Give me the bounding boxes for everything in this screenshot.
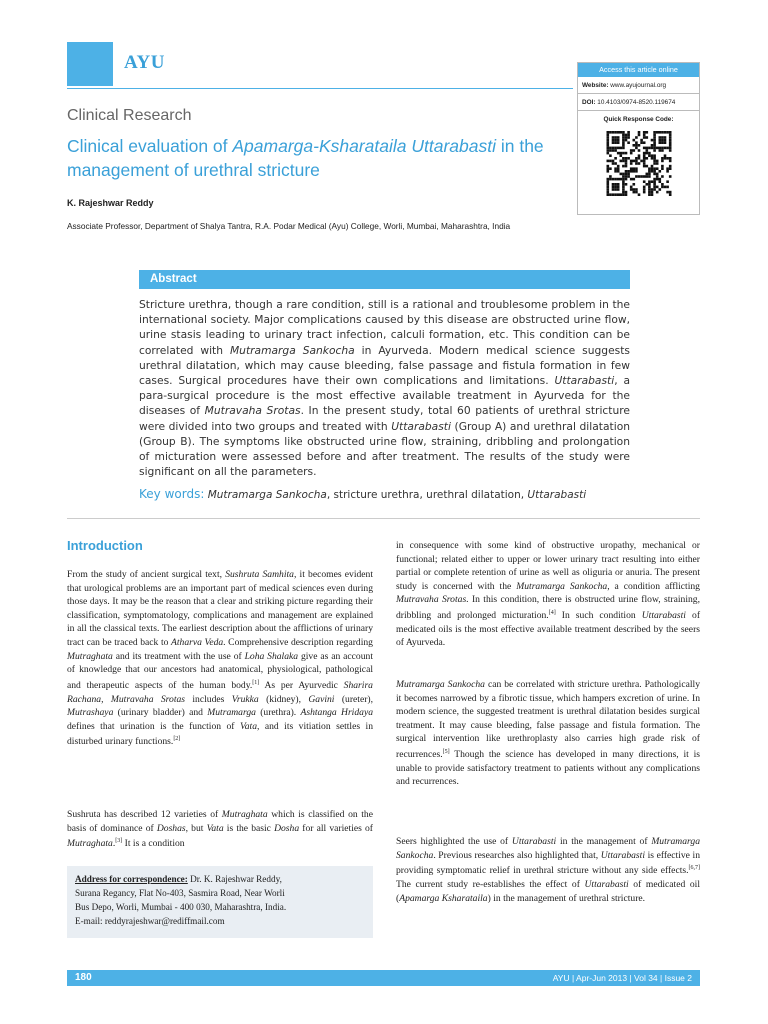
text-run: (ureter), <box>334 693 373 705</box>
text-run: is the basic <box>223 822 275 834</box>
text-run: (Group A) and urethral dilatation (Group B). The symptoms like obstructed urine flow, straining, dribbling and prolongation of micturation were assessed before and after treatment. The results of the study were significant on all the parameters. <box>139 419 631 479</box>
correspondence-email[interactable]: E-mail: reddyrajeshwar@rediffmail.com <box>75 916 225 926</box>
text-run: Though the science has developed in many directions, it is unable to provide satisfactory treatment to patients without any complications and recurrences. <box>396 749 700 788</box>
text-run: , stricture urethra, urethral dilatation, <box>326 489 528 501</box>
text-run: . In the present study, total 60 patients of urethral stricture were divided into two groups and treated with <box>139 404 630 433</box>
section-label: Clinical Research <box>67 107 192 124</box>
text-run: (kidney), <box>258 693 309 705</box>
intro-paragraph-1 <box>67 568 373 749</box>
text-run: defines that urination is the function of <box>67 720 240 732</box>
header-rule <box>67 88 573 89</box>
text-run: is effective in providing symptomatic relief in urethral stricture without any side effects. <box>396 849 700 877</box>
italic-term: Uttarabasti <box>391 419 451 433</box>
abstract-heading: Abstract <box>139 270 630 289</box>
intro-paragraph-3 <box>396 539 700 650</box>
author-name: K. Rajeshwar Reddy <box>67 198 154 208</box>
article-title <box>67 134 557 182</box>
text-run: Stricture urethra, though a rare condition, still is a rational and troublesome problem in the international society. Major complications caused by this disease are obstructed urine flow, urine stasis leading to urinary tract infection, calculi formation, etc. This condition can be correlated with <box>139 298 630 357</box>
title-italic-part: Apamarga-Ksharataila Uttarabasti <box>232 136 496 156</box>
italic-term: Uttarabasti <box>600 849 645 861</box>
text-run: , and its vitiation settles in disturbed urinary functions. <box>67 720 373 748</box>
doi-label: DOI: <box>582 99 596 106</box>
text-run: includes <box>185 693 232 705</box>
text-run: give as an account of knowledge that our ancestors had anatomical, physiological, pathological and therapeutic aspects of the human body. <box>67 650 373 691</box>
text-run: for all varieties of <box>299 822 373 834</box>
text-run: , a condition afflicting <box>607 580 700 592</box>
abstract-text <box>139 297 630 479</box>
italic-term: Mutramarga Sankocha <box>396 836 700 861</box>
italic-term: Mutraghata <box>67 838 113 850</box>
italic-term: Loha Shalaka <box>244 650 299 662</box>
citation-ref[interactable]: [5] <box>442 748 450 755</box>
text-run: which is classified on the basis of dominance of <box>67 809 373 834</box>
text-run: , a para-surgical procedure is the most effective available treatment in Ayurveda for the diseases of <box>139 374 630 418</box>
italic-term: Atharva Veda <box>171 636 224 648</box>
italic-term: Uttarabasti <box>584 878 629 890</box>
italic-term: Mutramarga <box>207 707 256 719</box>
text-run: . Comprehensive description regarding <box>223 636 373 648</box>
doi-value[interactable]: 10.4103/0974-8520.119674 <box>597 99 676 106</box>
citation-ref[interactable]: [6,7] <box>688 865 700 872</box>
keywords-line <box>139 487 630 501</box>
text-run: of medicated oils is the most effective available treatment described by the seers of Ayurveda. <box>396 610 701 649</box>
italic-term: Uttarabasti <box>527 489 587 501</box>
author-affiliation: Associate Professor, Department of Shalya Tantra, R.A. Podar Medical (Ayu) College, Worli, Mumbai, Maharashtra, India <box>67 221 511 231</box>
citation-ref[interactable]: [1] <box>252 679 260 686</box>
footer-citation: AYU | Apr-Jun 2013 | Vol 34 | Issue 2 <box>552 973 692 983</box>
qr-label: Quick Response Code: <box>603 116 674 123</box>
correspondence-label: Address for correspondence: <box>75 874 188 884</box>
citation-ref[interactable]: [4] <box>548 609 556 616</box>
keywords-list <box>208 489 586 501</box>
italic-term: Dosha <box>274 822 300 834</box>
journal-color-block <box>67 42 113 86</box>
italic-term: Mutraghata <box>221 809 268 820</box>
text-run: (urethra). <box>255 707 301 719</box>
page-footer <box>67 970 700 986</box>
text-run: Sushruta has described 12 varieties of <box>67 809 222 820</box>
italic-term: Mutramarga Sankocha <box>207 489 327 501</box>
italic-term: Vata <box>239 720 258 732</box>
italic-term: Mutravaha Srotas <box>396 594 467 606</box>
italic-term: Vrukka <box>231 693 259 705</box>
italic-term: Uttarabasti <box>511 836 557 847</box>
italic-term: Vata <box>206 822 224 834</box>
website-label: Website: <box>582 82 609 89</box>
introduction-heading: Introduction <box>67 538 143 553</box>
text-run: . <box>112 838 116 850</box>
text-run: . Previous researches also highlighted that, <box>433 849 601 861</box>
text-run: of medicated oil ( <box>396 878 700 904</box>
correspondence-line-3: Bus Depo, Worli, Mumbai - 400 030, Maharashtra, India. <box>75 902 287 912</box>
italic-term: Uttarabasti <box>554 374 615 388</box>
italic-term: Mutrashaya <box>67 707 114 719</box>
text-run: As per Ayurvedic <box>259 679 344 691</box>
italic-term: Mutraghata <box>67 650 113 662</box>
italic-term: Uttarabasti <box>641 610 686 622</box>
italic-term: Sushruta Samhita <box>225 569 294 580</box>
italic-term: Doshas <box>156 822 186 834</box>
access-website-row <box>578 78 699 94</box>
website-link[interactable]: www.ayujournal.org <box>610 82 667 89</box>
text-run: and its treatment with the use of <box>112 650 245 662</box>
text-run: , it becomes evident that urological problems are an important part of medical sciences even during those days. It may be the reason that a clear and striking picture regarding their classification, symptomatology, complications and management are explained in all the classical texts. The earliest description about the afflictions of urinary tract can be traced back to <box>67 569 374 648</box>
text-run: The current study re-establishes the effect of <box>396 878 585 890</box>
text-run: ) in the management of urethral stricture. <box>487 892 646 904</box>
italic-term: Ashtanga Hridaya <box>300 707 373 719</box>
italic-term: Mutramarga Sankocha <box>229 343 355 357</box>
correspondence-line-1 <box>75 872 365 886</box>
italic-term: Sharira Rachana, Mutravaha Srotas <box>67 679 373 705</box>
italic-term: Mutramarga Sankocha <box>516 580 608 592</box>
intro-paragraph-5 <box>396 835 700 905</box>
access-box-header: Access this article online <box>578 63 699 77</box>
correspondence-name: Dr. K. Rajeshwar Reddy, <box>187 874 282 884</box>
title-part: Clinical evaluation of <box>67 136 233 156</box>
qr-code-icon[interactable] <box>604 129 674 207</box>
text-run: It is a condition <box>122 838 185 850</box>
access-doi-row <box>578 95 699 111</box>
keywords-label: Key words: <box>139 487 205 501</box>
page-number: 180 <box>75 972 92 983</box>
text-run: In such condition <box>555 610 642 622</box>
text-run: , but <box>185 822 207 834</box>
text-run: in the management of <box>556 836 652 847</box>
title-part-end: in the management of urethral stricture <box>67 136 544 180</box>
italic-term: Apamarga Ksharataila <box>399 892 488 904</box>
journal-name: AYU <box>124 52 165 73</box>
text-run: . In this condition, there is obstructed urine flow, straining, dribbling and prolonged micturation. <box>396 594 700 622</box>
italic-term: Mutramarga Sankocha <box>396 679 485 690</box>
intro-paragraph-2 <box>67 808 373 851</box>
intro-paragraph-4 <box>396 678 700 789</box>
text-run: can be correlated with stricture urethra. Pathologically it becomes narrowed by a fibrotic tissue, which hampers excretion of urine. In modern science, the suggested treatment is urethral dilatation besides surgical treatment. It may cause bleeding, false passage and fistula formation. The surgical intervention like urethroplasty also carries high grade risk of recurrences. <box>396 679 700 761</box>
italic-term: Gavini <box>308 693 335 705</box>
italic-term: Mutravaha Srotas <box>204 404 301 418</box>
text-run: Seers highlighted the use of <box>396 836 512 847</box>
text-run: From the study of ancient surgical text, <box>67 569 226 580</box>
abstract-divider <box>67 518 700 519</box>
citation-ref[interactable]: [2] <box>173 736 181 743</box>
text-run: in consequence with some kind of obstructive uropathy, mechanical or functional; related either to upper or lower urinary tract resulting into either partial or complete retention of urine as well as oliguria or anuria. The present study is concerned with the <box>396 540 700 592</box>
correspondence-line-2: Surana Regancy, Flat No-403, Sasmira Road, Near Worli <box>75 888 285 898</box>
correspondence-box <box>67 866 373 938</box>
text-run: (urinary bladder) and <box>113 707 208 719</box>
text-run: in Ayurveda. Modern medical science suggests urethral dilatation, which may cause bleeding, false passage and fistula formation in few cases. Surgical procedures have their own complications and limitations. <box>139 343 630 388</box>
citation-ref[interactable]: [3] <box>115 838 123 845</box>
